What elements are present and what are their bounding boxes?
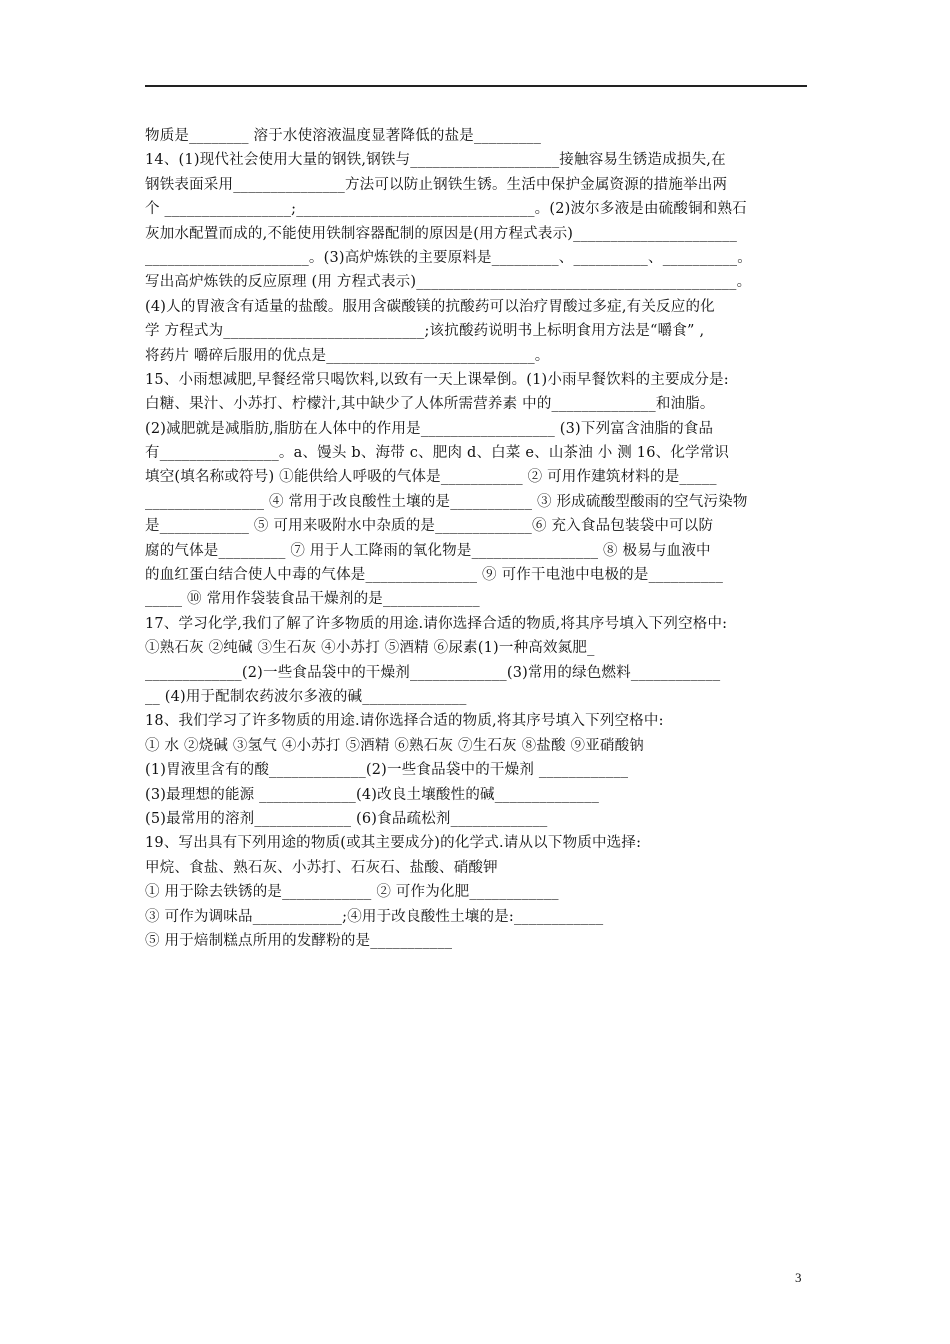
text-line: 白糖、果汁、小苏打、柠檬汁,其中缺少了人体所需营养素 中的______________和油脂。	[145, 396, 715, 413]
text-line: 个 _________________;________________________________。(2)波尔多液是由硫酸铜和熟石	[145, 201, 747, 218]
text-line: 写出高炉炼铁的反应原理 (用 方程式表示)___________________________________________。	[145, 274, 752, 291]
text-line: 物质是________ 溶于水使溶液温度显著降低的盐是_________	[145, 128, 542, 144]
text-line: 18、我们学习了许多物质的用途.请你选择合适的物质,将其序号填入下列空格中:	[145, 713, 664, 730]
text-line: ①熟石灰 ②纯碱 ③生石灰 ④小苏打 ⑤酒精 ⑥尿素(1)一种高效氮肥_	[145, 640, 595, 657]
text-line: 腐的气体是_________ ⑦ 用于人工降雨的氧化物是_________________ ⑧ 极易与血液中	[145, 542, 711, 559]
page-number: 3	[795, 1270, 802, 1285]
text-line: ① 水 ②烧碱 ③氢气 ④小苏打 ⑤酒精 ⑥熟石灰 ⑦生石灰 ⑧盐酸 ⑨亚硝酸钠	[145, 737, 644, 754]
text-line: 钢铁表面采用_______________方法可以防止钢铁生锈。生活中保护金属资源的措施举出两	[145, 176, 728, 193]
text-line: (5)最常用的溶剂_____________ (6)食品疏松剂_____________	[145, 810, 548, 827]
text-line: _____________(2)一些食品袋中的干燥剂_____________(3)常用的绿色燃料____________	[145, 664, 721, 681]
text-line: ③ 可作为调味品____________;④用于改良酸性土壤的是:____________	[145, 908, 604, 925]
text-line: ________________ ④ 常用于改良酸性土壤的是___________ ③ 形成硫酸型酸雨的空气污染物	[145, 493, 748, 510]
text-line: (3)最理想的能源 _____________(4)改良土壤酸性的碱______________	[145, 786, 600, 803]
document-body	[145, 124, 810, 953]
text-line: 填空(填名称或符号) ①能供给人呼吸的气体是___________ ② 可用作建筑材料的是_____	[145, 469, 717, 486]
text-line: 19、写出具有下列用途的物质(或其主要成分)的化学式.请从以下物质中选择:	[145, 835, 642, 852]
text-line: 14、(1)现代社会使用大量的钢铁,钢铁与____________________接触容易生锈造成损失,在	[145, 152, 726, 169]
text-line: 15、小雨想减肥,早餐经常只喝饮料,以致有一天上课晕倒。(1)小雨早餐饮料的主要成分是:	[145, 371, 729, 388]
text-line: 的血红蛋白结合使人中毒的气体是_______________ ⑨ 可作干电池中电极的是__________	[145, 567, 724, 584]
text-line: ⑤ 用于焙制糕点所用的发酵粉的是___________	[145, 932, 453, 949]
text-line: 将药片 嚼碎后服用的优点是____________________________。	[145, 347, 550, 364]
text-line: 灰加水配置而成的,不能使用铁制容器配制的原因是(用方程式表示)______________________	[145, 225, 738, 242]
text-line: (1)胃液里含有的酸_____________(2)一些食品袋中的干燥剂 ____________	[145, 762, 629, 779]
text-line: 甲烷、食盐、熟石灰、小苏打、石灰石、盐酸、硝酸钾	[145, 859, 498, 876]
text-line: 学 方程式为___________________________;该抗酸药说明书上标明食用方法是“嚼食” ,	[145, 323, 705, 340]
text-line: ______________________。(3)高炉炼铁的主要原料是_________、__________、__________。	[145, 249, 752, 266]
text-line: (4)人的胃液含有适量的盐酸。服用含碳酸镁的抗酸药可以治疗胃酸过多症,有关反应的化	[145, 298, 715, 315]
text-line: 17、学习化学,我们了解了许多物质的用途.请你选择合适的物质,将其序号填入下列空格中:	[145, 615, 728, 632]
text-line: _____ ⑩ 常用作袋装食品干燥剂的是_____________	[145, 591, 480, 608]
header-rule	[145, 85, 807, 87]
text-line: 有________________。a、馒头 b、海带 c、肥肉 d、白菜 e、山茶油 小 测 16、化学常识	[145, 445, 730, 462]
text-line: ① 用于除去铁锈的是____________ ② 可作为化肥____________	[145, 884, 559, 901]
text-line: __ (4)用于配制农药波尔多液的碱______________	[145, 688, 467, 705]
text-line: (2)减肥就是减脂肪,脂肪在人体中的作用是__________________ (3)下列富含油脂的食品	[145, 420, 714, 437]
text-line: 是____________ ⑤ 可用来吸附水中杂质的是_____________⑥ 充入食品包装袋中可以防	[145, 518, 714, 535]
